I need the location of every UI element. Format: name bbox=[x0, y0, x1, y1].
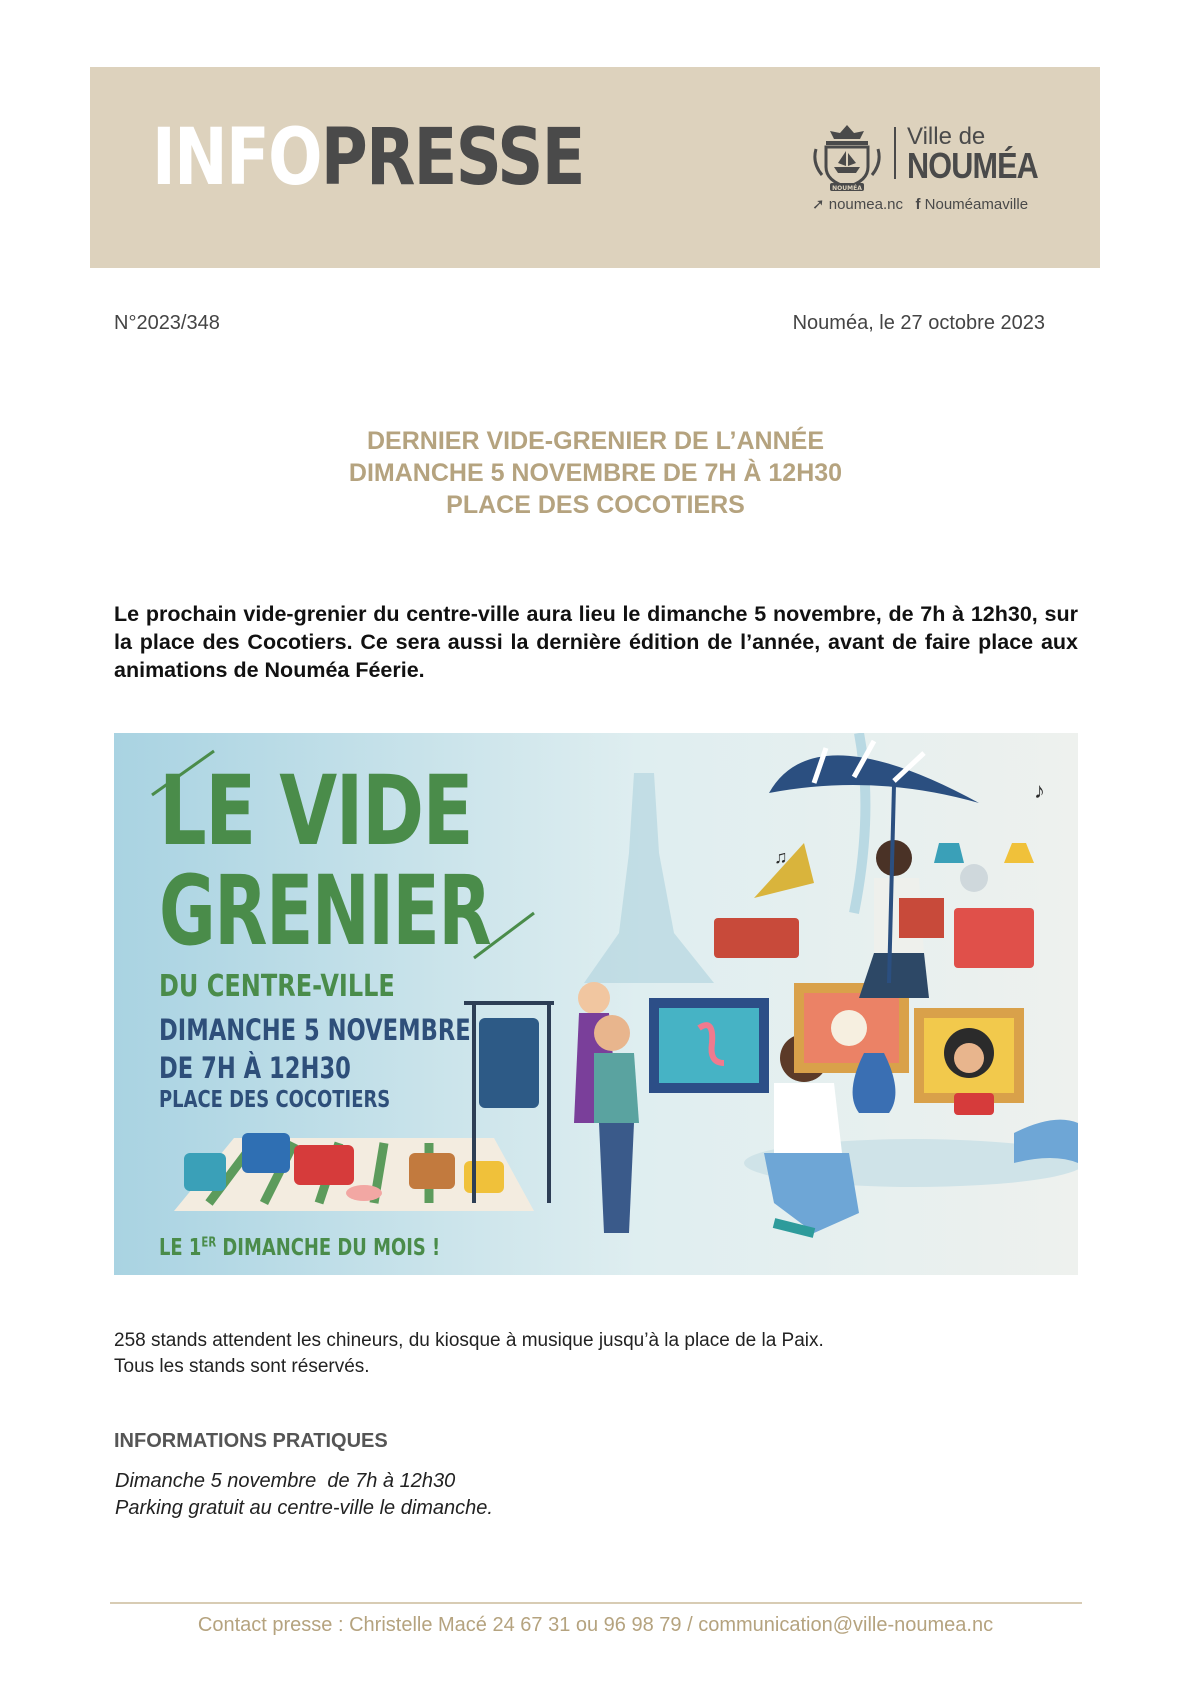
title-line-2: DIMANCHE 5 NOVEMBRE DE 7H À 12H30 bbox=[348, 459, 843, 487]
press-release-number: N°2023/348 bbox=[114, 312, 220, 334]
music-note-icon: ♪ bbox=[1034, 778, 1045, 803]
website-link[interactable]: noumea.nc bbox=[828, 196, 903, 213]
noumea-crest-icon bbox=[812, 123, 882, 193]
body-line-2: Tous les stands sont réservés. bbox=[114, 1356, 370, 1377]
logo-noumea: NOUMÉA bbox=[907, 145, 1038, 186]
body-line-1: 258 stands attendent les chineurs, du kiosque à musique jusqu’à la place de la Paix. bbox=[114, 1330, 824, 1351]
poster-title-line-2: GRENIER bbox=[159, 855, 491, 967]
crest-caption: NOUMÉA bbox=[832, 185, 862, 192]
logo-socials bbox=[812, 195, 1028, 213]
practical-line-1: Dimanche 5 novembre de 7h à 12h30 bbox=[115, 1470, 456, 1492]
website-arrow-icon: ➚ bbox=[812, 196, 825, 213]
body-paragraph bbox=[114, 1328, 824, 1380]
practical-info-heading: INFORMATIONS PRATIQUES bbox=[114, 1430, 388, 1452]
practical-info bbox=[115, 1468, 493, 1522]
event-poster bbox=[114, 733, 1078, 1275]
logo-divider bbox=[894, 127, 896, 179]
poster-subtitle: DU CENTRE-VILLE bbox=[159, 969, 395, 1004]
title-line-1: DERNIER VIDE-GRENIER DE L’ANNÉE bbox=[366, 427, 824, 455]
ville-de-noumea-logo bbox=[812, 123, 1052, 213]
facebook-icon: f bbox=[915, 196, 921, 213]
brand-info: INFO bbox=[152, 113, 321, 203]
logo-ville-de: Ville de bbox=[907, 123, 986, 150]
poster-time: DE 7H À 12H30 bbox=[159, 1051, 351, 1085]
place-and-date: Nouméa, le 27 octobre 2023 bbox=[792, 312, 1045, 334]
poster-footer: LE 1ER DIMANCHE DU MOIS ! bbox=[159, 1235, 441, 1261]
brand-presse: PRESSE bbox=[320, 113, 584, 203]
press-release-title bbox=[0, 425, 1191, 521]
music-note-icon: ♫ bbox=[774, 847, 788, 867]
info-presse-wordmark bbox=[152, 113, 584, 203]
footer-divider bbox=[110, 1602, 1082, 1604]
facebook-link[interactable]: Nouméamaville bbox=[924, 196, 1029, 213]
poster-title-line-1: LE VIDE bbox=[159, 755, 473, 867]
title-line-3: PLACE DES COCOTIERS bbox=[446, 491, 745, 519]
header-banner bbox=[90, 67, 1100, 268]
practical-line-2: Parking gratuit au centre-ville le dimanche. bbox=[115, 1497, 493, 1519]
poster-place: PLACE DES COCOTIERS bbox=[159, 1087, 391, 1113]
lead-paragraph: Le prochain vide-grenier du centre-ville aura lieu le dimanche 5 novembre, de 7h à 12h30, sur la place des Cocotiers. Ce sera aussi la dernière édition de l’année, avant de faire place aux animations de Nouméa Féerie. bbox=[114, 602, 1078, 682]
press-contact: Contact presse : Christelle Macé 24 67 31 ou 96 98 79 / communication@ville-noumea.nc bbox=[197, 1614, 994, 1636]
poster-date: DIMANCHE 5 NOVEMBRE bbox=[159, 1013, 471, 1047]
